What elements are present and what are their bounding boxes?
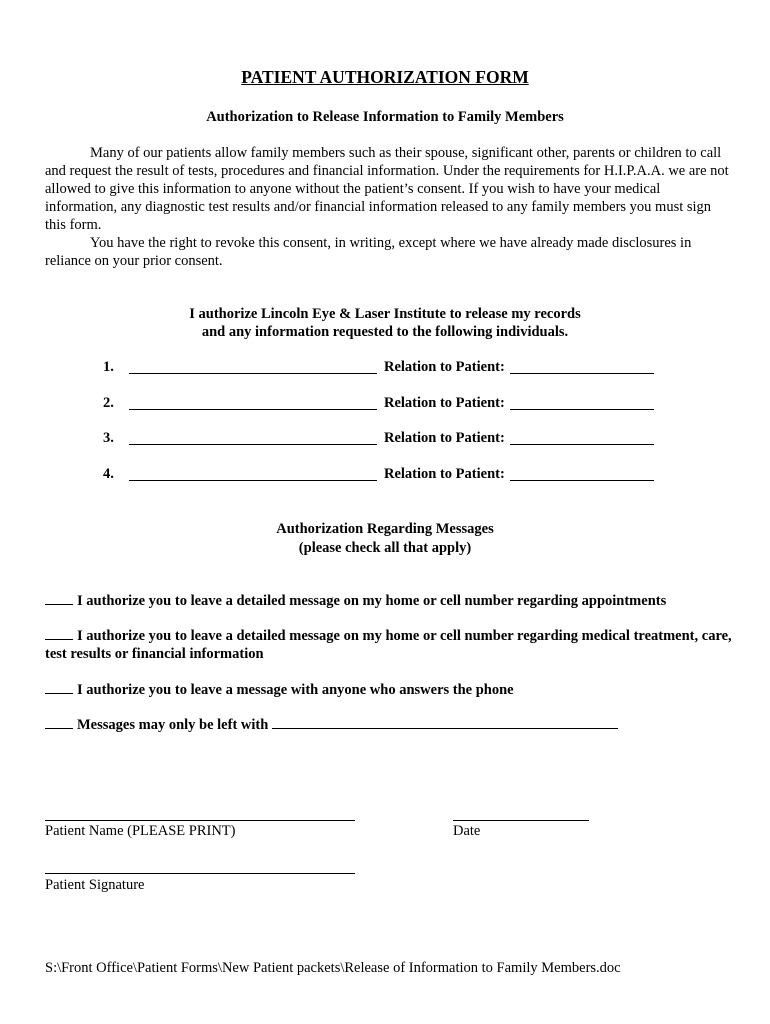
message-option-checkbox[interactable] (45, 592, 73, 605)
message-option-anyone (45, 681, 735, 699)
relation-field[interactable] (510, 373, 654, 374)
individual-name-field[interactable] (129, 409, 377, 410)
patient-signature-label: Patient Signature (45, 877, 145, 893)
authorization-statement (0, 305, 770, 341)
individual-name-field[interactable] (129, 373, 377, 374)
message-option-label: Messages may only be left with (77, 717, 269, 733)
authorization-line-1: I authorize Lincoln Eye & Laser Institute to release my records (189, 306, 581, 322)
relation-label: Relation to Patient: (384, 359, 505, 375)
messages-subheading: (please check all that apply) (298, 540, 472, 556)
intro-paragraph-1: Many of our patients allow family members such as their spouse, significant other, parents or children to call and request the result of tests, procedures and financial information. Under the requirements for H.I.P.A.A. we are not allowed to give this information to anyone without the patient’s consent. If you wish to have your medical information, any diagnostic test results and/or financial information released to any family members you must sign this form. (45, 145, 729, 233)
individual-number: 2. (103, 395, 114, 411)
file-path-footer: S:\Front Office\Patient Forms\New Patient packets\Release of Information to Family Members.doc (45, 960, 621, 976)
message-option-label: I authorize you to leave a message with anyone who answers the phone (77, 682, 514, 698)
individual-name-field[interactable] (129, 444, 377, 445)
message-option-medical (45, 627, 735, 663)
relation-label: Relation to Patient: (384, 466, 505, 482)
intro-paragraph-2: You have the right to revoke this consent, in writing, except where we have already made disclosures in reliance on your prior consent. (45, 235, 692, 269)
message-option-checkbox[interactable] (45, 716, 73, 729)
relation-field[interactable] (510, 444, 654, 445)
patient-signature-field[interactable] (45, 873, 355, 874)
message-option-checkbox[interactable] (45, 681, 73, 694)
relation-label: Relation to Patient: (384, 430, 505, 446)
messages-only-with-field[interactable] (272, 716, 618, 729)
patient-name-label: Patient Name (PLEASE PRINT) (45, 823, 236, 839)
message-option-label: I authorize you to leave a detailed message on my home or cell number regarding appointments (77, 593, 667, 609)
individual-name-field[interactable] (129, 480, 377, 481)
messages-heading-block (0, 520, 770, 558)
form-subtitle: Authorization to Release Information to Family Members (206, 109, 564, 125)
message-option-checkbox[interactable] (45, 627, 73, 640)
individual-number: 3. (103, 430, 114, 446)
intro-text (45, 144, 730, 270)
authorization-line-2: and any information requested to the following individuals. (201, 324, 569, 340)
date-field[interactable] (453, 820, 589, 821)
patient-name-field[interactable] (45, 820, 355, 821)
individual-number: 4. (103, 466, 114, 482)
date-label: Date (453, 823, 481, 839)
messages-heading: Authorization Regarding Messages (276, 521, 494, 537)
relation-field[interactable] (510, 480, 654, 481)
message-option-appointments (45, 592, 735, 610)
relation-field[interactable] (510, 409, 654, 410)
message-option-only-with (45, 716, 735, 734)
individual-number: 1. (103, 359, 114, 375)
message-option-label: I authorize you to leave a detailed message on my home or cell number regarding medical treatment, care, test results or financial information (45, 628, 732, 662)
form-title: PATIENT AUTHORIZATION FORM (241, 67, 529, 87)
relation-label: Relation to Patient: (384, 395, 505, 411)
